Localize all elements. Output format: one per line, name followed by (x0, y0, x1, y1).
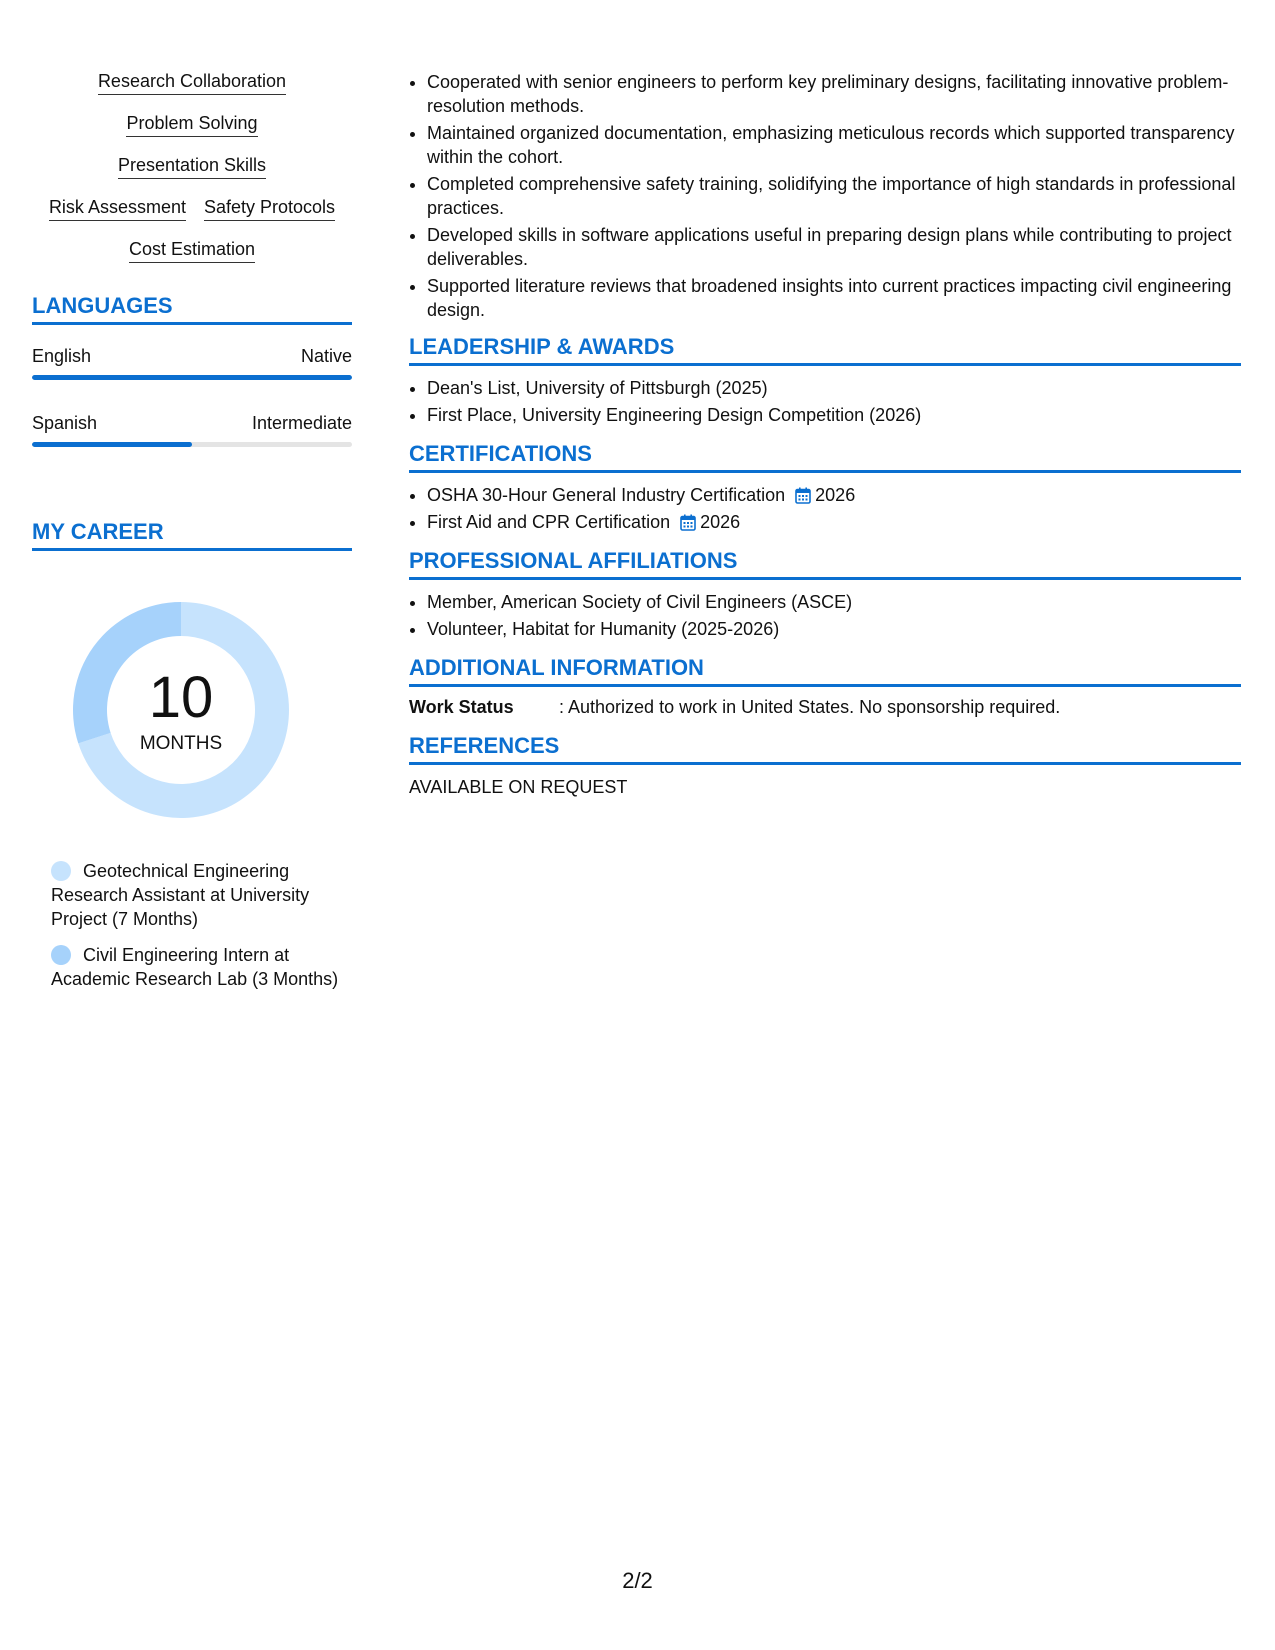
language-item (32, 412, 352, 447)
legend-label: Geotechnical Engineering Research Assistant at University Project (7 Months) (51, 861, 310, 929)
experience-bullet: • Developed skills in software applications useful in preparing design plans while contributing to project deliverables. (427, 223, 1241, 271)
experience-bullet: • Completed comprehensive safety training, solidifying the importance of high standards in professional practices. (427, 172, 1241, 220)
experience-bullet: • Supported literature reviews that broadened insights into current practices impacting civil engineering design. (427, 274, 1241, 322)
certification-item (427, 483, 1241, 507)
skills-list (32, 70, 352, 263)
legend-item (51, 943, 341, 991)
skill-tag: Presentation Skills (118, 154, 266, 179)
language-bar (32, 375, 352, 380)
skill-tag: Safety Protocols (204, 196, 335, 221)
career-total: 10 (148, 665, 214, 730)
calendar-icon (795, 487, 811, 504)
career-unit: MONTHS (139, 733, 223, 754)
right-column (409, 70, 1241, 799)
language-item (32, 345, 352, 380)
skill-tag: Research Collaboration (98, 70, 286, 95)
certification-name: OSHA 30-Hour General Industry Certification (427, 485, 786, 505)
language-bar-fill (32, 442, 192, 447)
skill-tag: Risk Assessment (49, 196, 186, 221)
skill-tag: Cost Estimation (129, 238, 255, 263)
affiliation-item: • Volunteer, Habitat for Humanity (2025-2026) (427, 617, 1241, 641)
legend-dot (51, 861, 71, 881)
career-legend (51, 859, 341, 991)
language-level: Native (300, 346, 352, 366)
experience-bullets (409, 70, 1241, 322)
references-text: AVAILABLE ON REQUEST (409, 777, 628, 797)
page-number: 2/2 (622, 1568, 653, 1593)
calendar-icon (680, 514, 696, 531)
certification-year: 2026 (700, 512, 741, 532)
leadership-list (409, 376, 1241, 427)
language-bar-fill (32, 375, 352, 380)
leadership-heading: LEADERSHIP & AWARDS (409, 334, 1241, 366)
language-name: English (32, 346, 92, 366)
affiliations-list (409, 590, 1241, 641)
experience-bullet: • Maintained organized documentation, emphasizing meticulous records which supported transparency within the cohort. (427, 121, 1241, 169)
work-status-row (409, 695, 1241, 719)
certification-year: 2026 (815, 485, 856, 505)
language-level: Intermediate (251, 413, 352, 433)
language-bar (32, 442, 352, 447)
legend-label: Civil Engineering Intern at Academic Research Lab (3 Months) (51, 945, 339, 989)
language-name: Spanish (32, 413, 98, 433)
languages-heading: LANGUAGES (32, 293, 352, 325)
certification-item (427, 510, 1241, 534)
affiliations-heading: PROFESSIONAL AFFILIATIONS (409, 548, 1241, 580)
work-status-label: Work Status (409, 697, 514, 717)
references-heading: REFERENCES (409, 733, 1241, 765)
affiliation-item: • Member, American Society of Civil Engineers (ASCE) (427, 590, 1241, 614)
legend-item (51, 859, 341, 931)
left-column (32, 70, 352, 1003)
skill-tag: Problem Solving (126, 112, 257, 137)
leadership-item: • Dean's List, University of Pittsburgh (2025) (427, 376, 1241, 400)
leadership-item: • First Place, University Engineering Design Competition (2026) (427, 403, 1241, 427)
work-status-value: : Authorized to work in United States. No sponsorship required. (559, 697, 1061, 717)
certifications-list (409, 483, 1241, 534)
certifications-heading: CERTIFICATIONS (409, 441, 1241, 473)
career-heading: MY CAREER (32, 519, 352, 551)
legend-dot (51, 945, 71, 965)
career-donut-chart (66, 595, 296, 825)
donut-center (66, 595, 296, 825)
additional-info-heading: ADDITIONAL INFORMATION (409, 655, 1241, 687)
certification-name: First Aid and CPR Certification (427, 512, 671, 532)
experience-bullet: • Cooperated with senior engineers to perform key preliminary designs, facilitating innovative problem-resolution methods. (427, 70, 1241, 118)
